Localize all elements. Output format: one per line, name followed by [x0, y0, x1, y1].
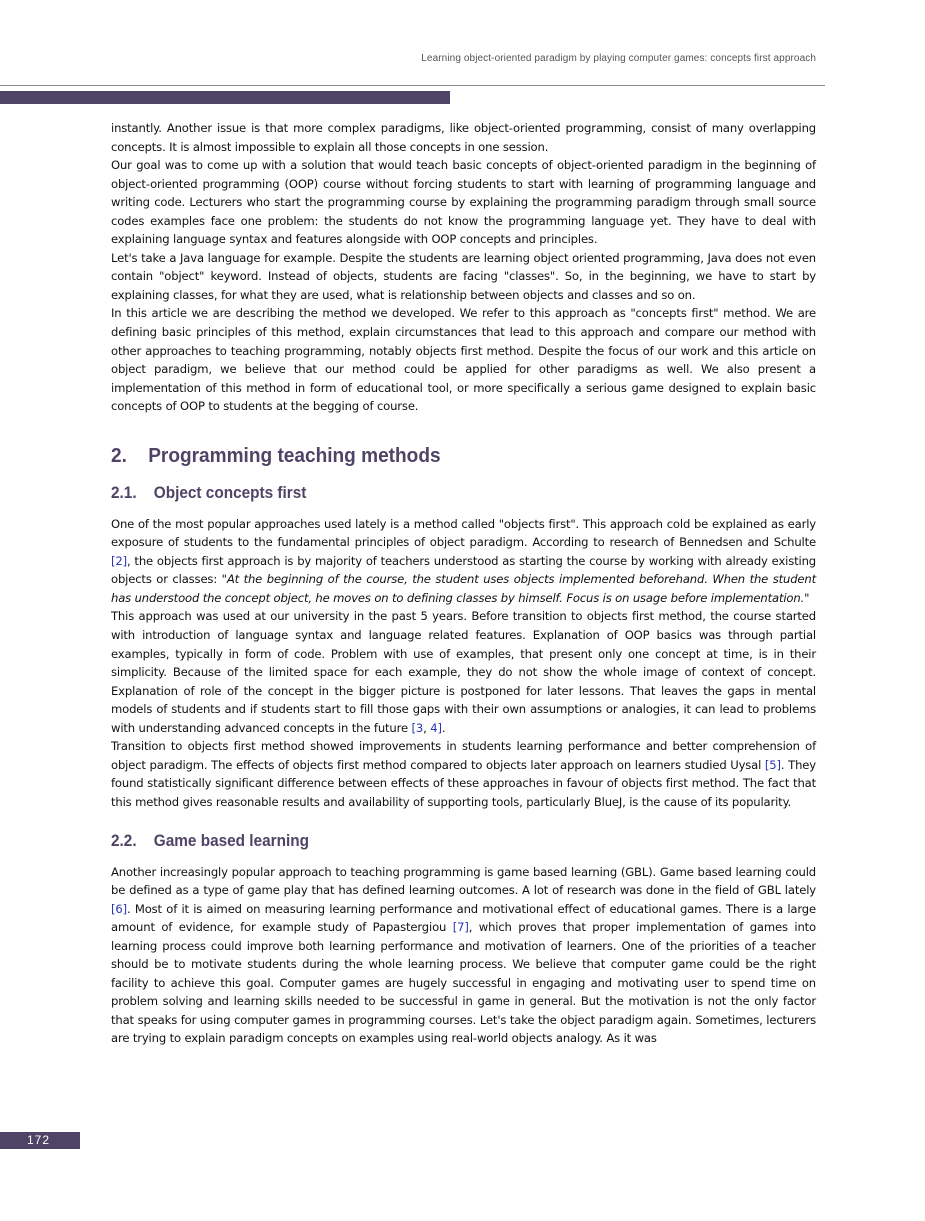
header-rule: [0, 85, 825, 86]
citation-link[interactable]: [6]: [111, 901, 127, 916]
subsection-number: 2.2.: [111, 831, 137, 850]
text-run: Another increasingly popular approach to teaching programming is game based learning (GBL). Game based learning could be defined as a type of game play that has defined learning outcomes. A lot of research was done in the field of GBL lately: [111, 864, 816, 898]
text-run: , the objects first approach is by majority of teachers understood as starting the course by working with already existing objects or classes:: [111, 553, 816, 587]
text-run: , which proves that proper implementation of games into learning process could improve both learning performance and motivation of learners. One of the priorities of a teacher should be to motivate students during the whole learning process. We believe that computer game could be the right facility to achieve this goal. Computer games are hugely successful in engaging and motivating user to spend time on problem solving and learning skills needed to be successful in game in general. But the motivation is not the only factor that speaks for using computer games in programming courses. Let's take the object paradigm again. Sometimes, lecturers are trying to explain paradigm concepts on examples using real-world objects analogy. As it was: [111, 920, 816, 1046]
citation-link[interactable]: [5]: [764, 757, 781, 772]
citation-separator: ,: [423, 720, 431, 735]
article-body: [111, 119, 816, 1048]
subsection-heading-2-1: [111, 484, 767, 503]
citation-link[interactable]: [2]: [111, 553, 127, 568]
definition-quote: "At the beginning of the course, the student uses objects implemented beforehand. When the student has understood the concept object, he moves on to defining classes by himself. Focus is on usage before implementation.": [111, 572, 816, 605]
text-run: Transition to objects first method showed improvements in students learning performance and better comprehension of object paradigm. The effects of objects first method compared to objects later approach on learners studied Uysal: [111, 739, 816, 772]
text-run: One of the most popular approaches used lately is a method called "objects first". This approach cold be explained as early exposure of students to the fundamental principles of object paradigm. According to research of Bennedsen and Schulte: [111, 516, 816, 550]
header-accent-bar: [0, 91, 450, 104]
intro-paragraph-2: Our goal was to come up with a solution that would teach basic concepts of object-oriented paradigm in the beginning of object-oriented programming (OOP) course without forcing students to start with learning of programming language and writing code. Lecturers who start the programming course by explaining the programming paradigm through small source codes examples face one problem: the students do not know the programming language yet. They have to deal with explaining language syntax and features alongside with OOP concepts and principles.: [111, 158, 816, 247]
text-run: . They found statistically significant difference between effects of these approaches in favour of objects first method. The fact that this method gives reasonable results and availability of supporting tools, particularly BlueJ, is the cause of its popularity.: [111, 757, 816, 809]
text-run: . Most of it is aimed on measuring learning performance and motivational effect of educational games. There is a large amount of evidence, for example study of Papastergiou: [111, 901, 816, 935]
citation-link[interactable]: [7]: [452, 920, 469, 935]
intro-paragraph-1: instantly. Another issue is that more complex paradigms, like object-oriented programming, consist of many overlapping concepts. It is almost impossible to explain all those concepts in one session.: [111, 121, 816, 154]
subsection-title: Object concepts first: [153, 483, 307, 502]
objects-first-paragraph-2: [111, 607, 816, 737]
text-run: .: [441, 720, 446, 735]
objects-first-paragraph-1: [111, 515, 816, 608]
running-head: Learning object-oriented paradigm by playing computer games: concepts first approach: [421, 53, 816, 64]
subsection-number: 2.1.: [111, 483, 137, 502]
subsection-heading-2-2: [111, 832, 767, 851]
citation-bracket: [: [411, 720, 416, 735]
citation-link[interactable]: 3: [415, 720, 424, 735]
intro-paragraph-3: Let's take a Java language for example. Despite the students are learning object oriented programming, Java does not even contain "object" keyword. Instead of objects, students are facing "classes". So, in the beginning, we have to start by explaining classes, for what they are used, what is relationship between objects and classes and so on.: [111, 250, 816, 302]
subsection-title: Game based learning: [153, 831, 310, 850]
citation-bracket: ]: [437, 720, 442, 735]
citation-link[interactable]: 4: [430, 720, 438, 735]
text-run: This approach was used at our university in the past 5 years. Before transition to objects first method, the course started with introduction of language syntax and language related features. Explanation of OOP basics was through partial examples, typically in form of code. Problem with use of examples, that present only one concept at time, is in their simplicity. Because of the limited space for each example, they do not show the whole image of context of concept. Explanation of role of the concept in the bigger picture is postponed for later lessons. That leaves the gaps in mental models of students and if students start to fill those gaps with their own assumptions or analogies, it can lead to problems with understanding advanced concepts in the future: [111, 609, 816, 735]
game-based-learning-paragraph: [111, 863, 816, 1048]
section-heading-2: [111, 444, 767, 468]
intro-paragraph-4: In this article we are describing the method we developed. We refer to this approach as "concepts first" method. We are defining basic principles of this method, explain circumstances that lead to this approach and compare our method with other approaches to teaching programming, notably objects first method. Despite the focus of our work and this article on object paradigm, we believe that our method could be applied for other paradigms as well. We also present a implementation of this method in form of educational tool, or more specifically a serious game designed to explain basic concepts of OOP to students at the begging of course.: [111, 306, 816, 414]
section-number: 2.: [111, 443, 127, 467]
objects-first-paragraph-3: [111, 737, 816, 811]
page-number: 172: [0, 1132, 80, 1149]
section-title: Programming teaching methods: [148, 443, 441, 467]
